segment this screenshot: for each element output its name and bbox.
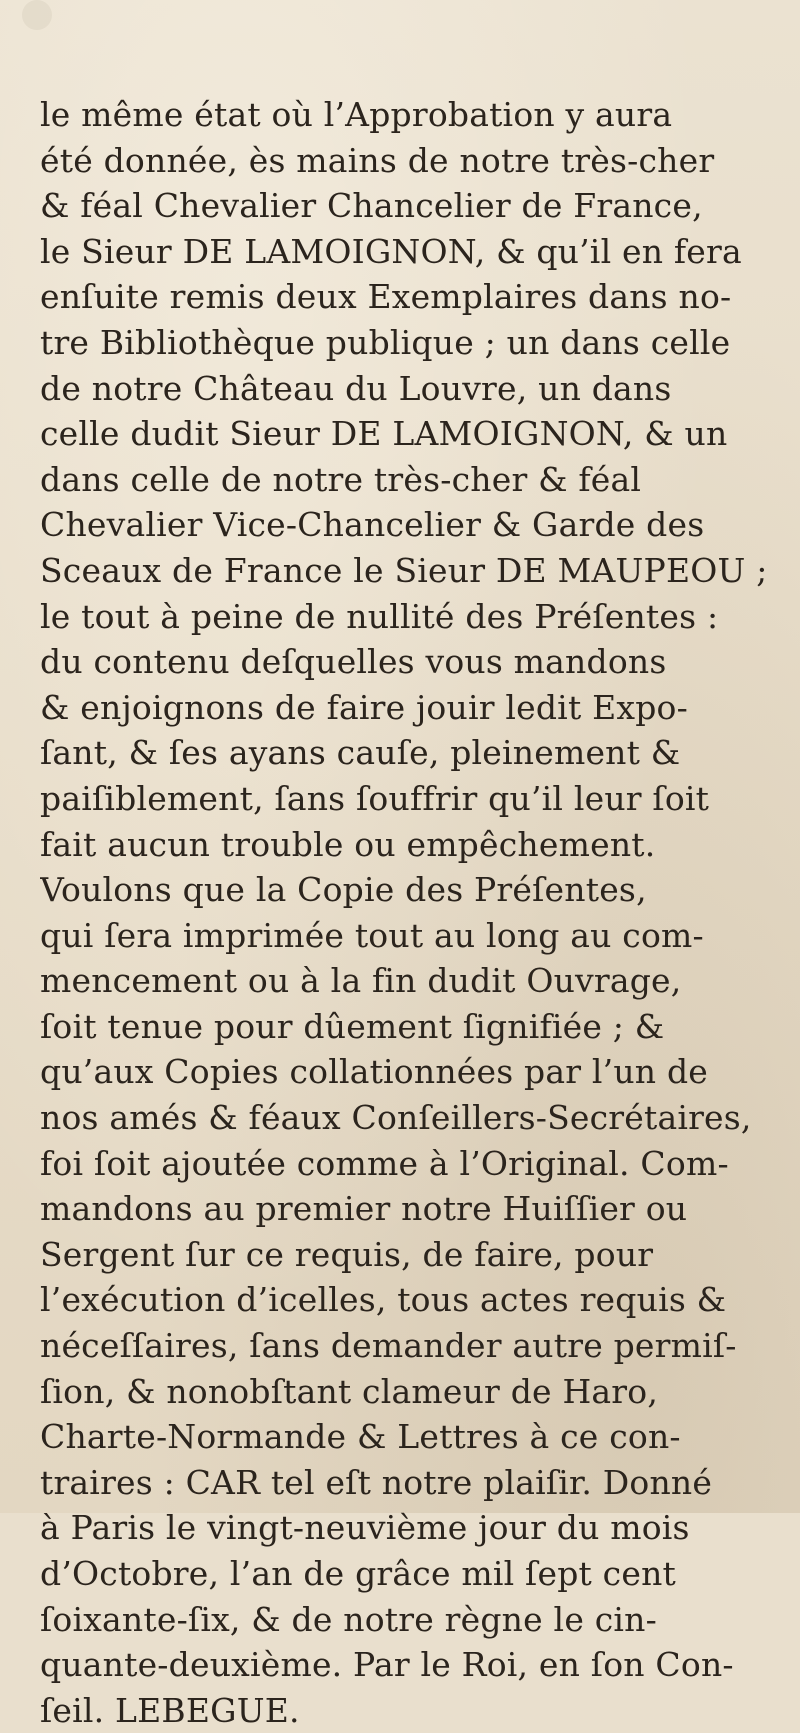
text-line: traires : CAR tel eſt notre plaiſir. Donné [40, 1462, 713, 1502]
text-line: Voulons que la Copie des Préſentes, [40, 870, 647, 910]
text-line: à Paris le vingt-neuvième jour du mois [40, 1508, 690, 1548]
text-line: mencement ou à la fin dudit Ouvrage, [40, 961, 682, 1001]
text-line: le tout à peine de nullité des Préſentes : [40, 596, 719, 636]
text-line: foi ſoit ajoutée comme à l’Original. Com- [40, 1143, 729, 1183]
text-line: Chevalier Vice-Chancelier & Garde des [40, 505, 705, 545]
text-line: celle dudit Sieur DE LAMOIGNON, & un [40, 414, 728, 454]
text-line: le Sieur DE LAMOIGNON, & qu’il en fera [40, 231, 742, 271]
text-line: ſoit tenue pour dûement ſignifiée ; & [40, 1006, 665, 1046]
text-line: Sceaux de France le Sieur DE MAUPEOU ; [40, 550, 768, 590]
text-line: paiſiblement, ſans ſouffrir qu’il leur ſoit [40, 778, 710, 818]
text-line: le même état où l’Approbation y aura [40, 95, 673, 134]
page-stain [22, 0, 52, 30]
text-line: & féal Chevalier Chancelier de France, [40, 186, 703, 226]
text-line: qu’aux Copies collationnées par l’un de [40, 1052, 709, 1092]
text-line: fait aucun trouble ou empêchement. [40, 824, 656, 864]
text-line: été donnée, ès mains de notre très-cher [40, 140, 715, 180]
text-line: mandons au premier notre Huiſſier ou [40, 1189, 688, 1229]
text-line: ſant, & ſes ayans cauſe, pleinement & [40, 733, 681, 773]
text-line: qui ſera imprimée tout au long au com- [40, 915, 704, 955]
text-line: de notre Château du Louvre, un dans [40, 368, 672, 408]
text-line: quante-deuxième. Par le Roi, en ſon Con- [40, 1645, 734, 1685]
text-line: l’exécution d’icelles, tous actes requis & [40, 1280, 727, 1320]
text-line: tre Bibliothèque publique ; un dans celle [40, 322, 731, 362]
text-line: néceſſaires, ſans demander autre permiſ- [40, 1326, 737, 1366]
text-line: d’Octobre, l’an de grâce mil ſept cent [40, 1554, 677, 1593]
text-line: Sergent ſur ce requis, de faire, pour [40, 1234, 654, 1274]
text-line: ſion, & nonobſtant clameur de Haro, [40, 1371, 659, 1411]
text-line: enſuite remis deux Exemplaires dans no- [40, 277, 732, 317]
text-line: du contenu deſquelles vous mandons [40, 642, 667, 682]
text-line: & enjoignons de faire jouir ledit Expo- [40, 687, 688, 727]
text-line: ſeil. LEBEGUE. [40, 1690, 300, 1730]
text-line: Charte-Normande & Lettres à ce con- [40, 1417, 681, 1457]
text-line: ſoixante-ſix, & de notre règne le cin- [40, 1599, 657, 1639]
document-text-block [40, 92, 780, 1733]
text-line: nos amés & féaux Conſeillers-Secrétaires, [40, 1098, 752, 1138]
text-line: dans celle de notre très-cher & féal [40, 459, 642, 499]
